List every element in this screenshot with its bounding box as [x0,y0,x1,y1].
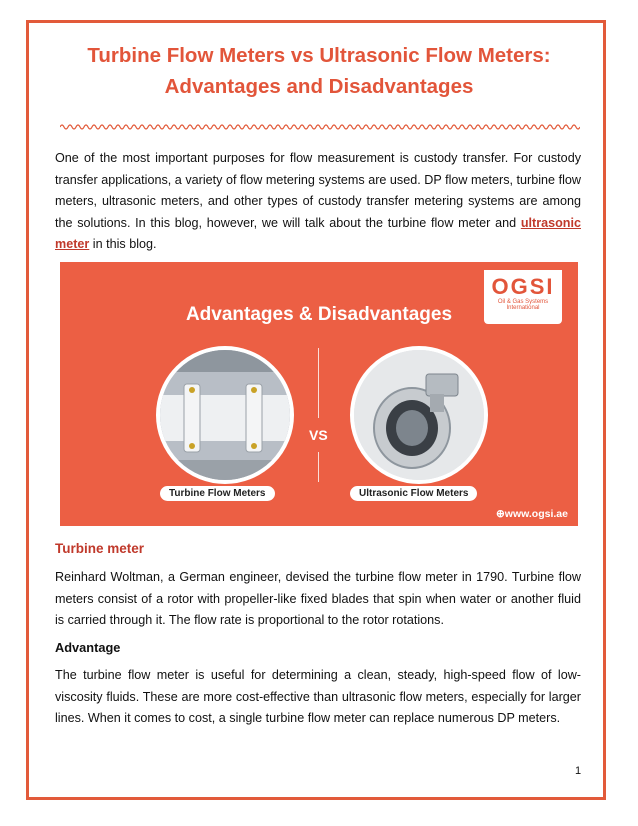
document-title [40,40,598,102]
logo-wordmark: OGSI [491,274,555,299]
page-number: 1 [575,765,582,777]
intro-paragraph [55,148,581,256]
advantages-banner-image [60,262,578,526]
advantage-heading: Advantage [55,640,121,655]
title-line-1: Turbine Flow Meters vs Ultrasonic Flow Meters: [87,44,551,67]
website-label [496,508,568,520]
turbine-pipe-icon [160,350,290,480]
title-underline-squiggle [60,123,580,131]
ultrasonic-meter-link[interactable]: ultrasonic meter [55,215,581,251]
title-line-2: Advantages and Disadvantages [164,75,474,98]
globe-icon: ⊕ [495,508,505,520]
advantage-paragraph: The turbine flow meter is useful for determining a clean, steady, high-speed flow of low-viscosity fluids. These are more cost-effective than ultrasonic flow meters, especially for larger lines. When it comes to cost, a single turbine flow meter can replace numerous DP meters. [55,668,581,725]
vs-label: VS [309,427,328,443]
ultrasonic-meter-photo [350,346,488,484]
banner-divider-bottom [318,452,319,482]
ultrasonic-meter-icon [354,350,484,480]
turbine-meter-paragraph: Reinhard Woltman, a German engineer, devised the turbine flow meter in 1790. Turbine flow meters consist of a rotor with propeller-like fixed blades that spin when water or another fluid is carried through it. The flow rate is proportional to the rotor rotations. [55,570,581,627]
intro-text-end: in this blog. [89,237,157,251]
intro-text: One of the most important purposes for flow measurement is custody transfer. For custody transfer applications, a variety of flow metering systems are used. DP flow meters, turbine flow meters, ultrasonic meters, and other types of custody transfer metering systems are among the solutions. In this blog, however, we will talk about the turbine flow meter and [55,151,581,230]
banner-divider-top [318,348,319,418]
turbine-label-pill: Turbine Flow Meters [160,486,275,501]
logo-subtitle: Oil & Gas Systems International [497,299,549,311]
website-text: www.ogsi.ae [504,508,568,520]
turbine-meter-photo [156,346,294,484]
ultrasonic-label-pill: Ultrasonic Flow Meters [350,486,477,501]
section-heading-turbine-meter: Turbine meter [55,541,145,556]
banner-heading: Advantages & Disadvantages [185,304,453,325]
